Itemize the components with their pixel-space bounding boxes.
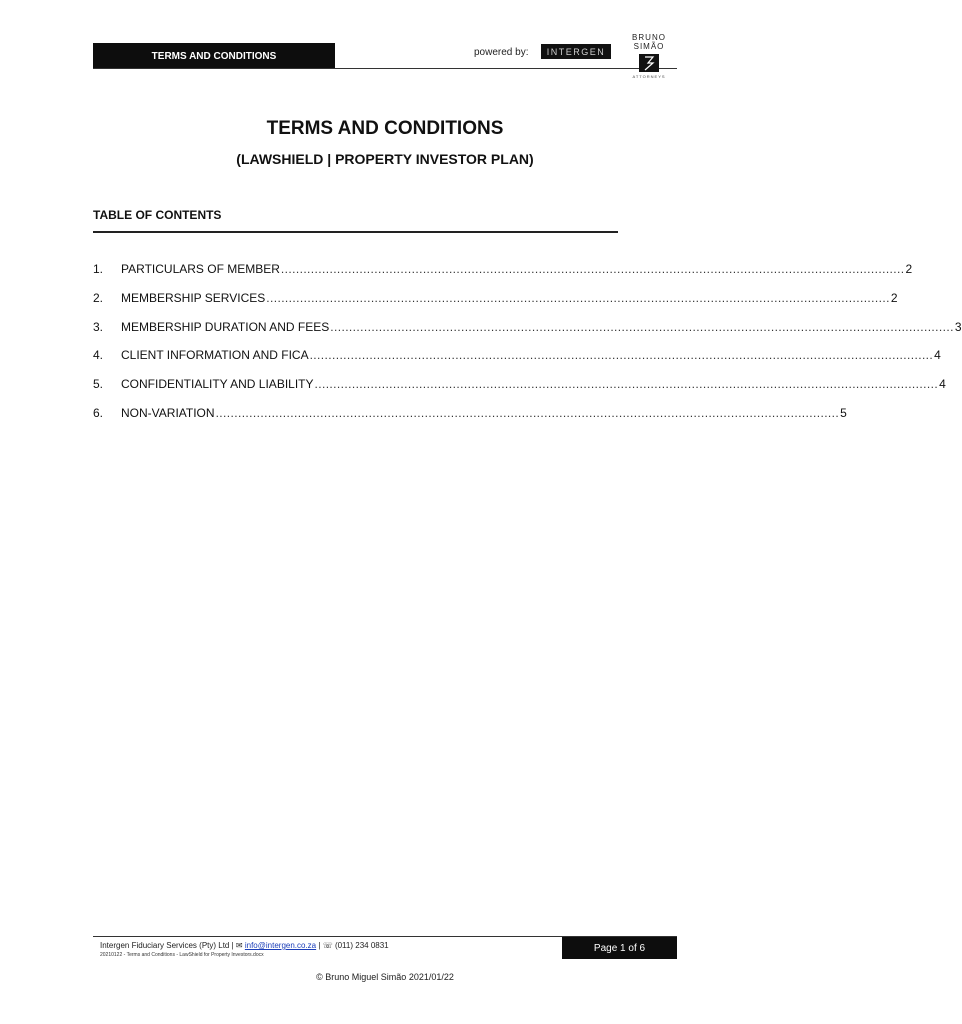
toc-item-title: NON-VARIATION: [121, 405, 215, 420]
toc-item[interactable]: [93, 319, 962, 349]
intergen-logo-text: INTERGEN: [546, 46, 606, 57]
toc-item-title: PARTICULARS OF MEMBER: [121, 262, 280, 276]
toc-leader-dots: .......................................................................................................................................................................: [215, 405, 840, 420]
toc-item-number: 1.: [93, 262, 104, 276]
header-divider: [93, 68, 677, 69]
toc-item-number: 5.: [93, 377, 104, 392]
copyright-notice: © Bruno Miguel Simão 2021/01/22: [316, 972, 454, 982]
footer-phone: (011) 234 0831: [334, 941, 389, 950]
footer-separator: |: [318, 941, 321, 950]
footer-email-link[interactable]: info@intergen.co.za: [244, 941, 317, 950]
footer-filename: 20210122 - Terms and Conditions - LawShield for Property Investors.docx: [100, 952, 264, 958]
toc-divider: [93, 231, 618, 233]
envelope-icon: ✉: [235, 941, 243, 950]
page-number: Page 1 of 6: [593, 942, 646, 954]
toc-item[interactable]: [93, 348, 941, 377]
toc-leader-dots: .......................................................................................................................................................................: [280, 262, 905, 276]
toc-item-title: MEMBERSHIP DURATION AND FEES: [121, 319, 330, 334]
header-title: TERMS AND CONDITIONS: [151, 50, 277, 62]
toc-item-title: CONFIDENTIALITY AND LIABILITY: [121, 377, 314, 392]
toc-item-number: 4.: [93, 348, 104, 363]
footer-company-name: Intergen Fiduciary Services (Pty) Ltd |: [100, 941, 234, 950]
toc-item[interactable]: [93, 290, 898, 320]
document-subtitle: (LAWSHIELD | PROPERTY INVESTOR PLAN): [236, 151, 534, 167]
toc-leader-dots: .......................................................................................................................................................................: [330, 319, 954, 334]
toc-leader-dots: .......................................................................................................................................................................: [314, 377, 939, 392]
toc-item-number: 3.: [93, 319, 104, 334]
footer-company-line: [100, 941, 389, 950]
bruno-simao-logo-name: BRUNO SIMÃO: [632, 33, 666, 51]
toc-item-number: 6.: [93, 405, 104, 420]
toc-item[interactable]: [93, 405, 847, 435]
toc-item-page: 3: [954, 319, 962, 334]
toc-item-page: 5: [840, 405, 847, 420]
toc-leader-dots: .......................................................................................................................................................................: [266, 290, 890, 305]
toc-item-page: 2: [905, 262, 913, 276]
toc-item-page: 2: [890, 290, 898, 305]
toc-item-title: CLIENT INFORMATION AND FICA: [121, 348, 309, 363]
telephone-icon: ☏: [322, 941, 333, 950]
header-title-bar: [93, 43, 335, 69]
powered-by-label: powered by:: [474, 47, 529, 58]
toc-heading: TABLE OF CONTENTS: [93, 208, 222, 222]
toc-item-number: 2.: [93, 290, 104, 305]
toc-leader-dots: .......................................................................................................................................................................: [309, 348, 934, 363]
toc-item-page: 4: [939, 377, 946, 392]
toc-item[interactable]: [93, 377, 946, 406]
bruno-simao-logo: [620, 33, 678, 79]
toc-item-title: MEMBERSHIP SERVICES: [121, 290, 266, 305]
toc-list: [93, 262, 962, 435]
intergen-logo: [541, 44, 611, 59]
page-number-box: [562, 937, 677, 959]
toc-item-page: 4: [934, 348, 941, 363]
toc-item[interactable]: [93, 262, 913, 291]
bruno-simao-logo-sub: ATTORNEYS: [632, 74, 666, 79]
document-title: TERMS AND CONDITIONS: [266, 118, 504, 139]
bruno-simao-mark-icon: [639, 54, 659, 72]
